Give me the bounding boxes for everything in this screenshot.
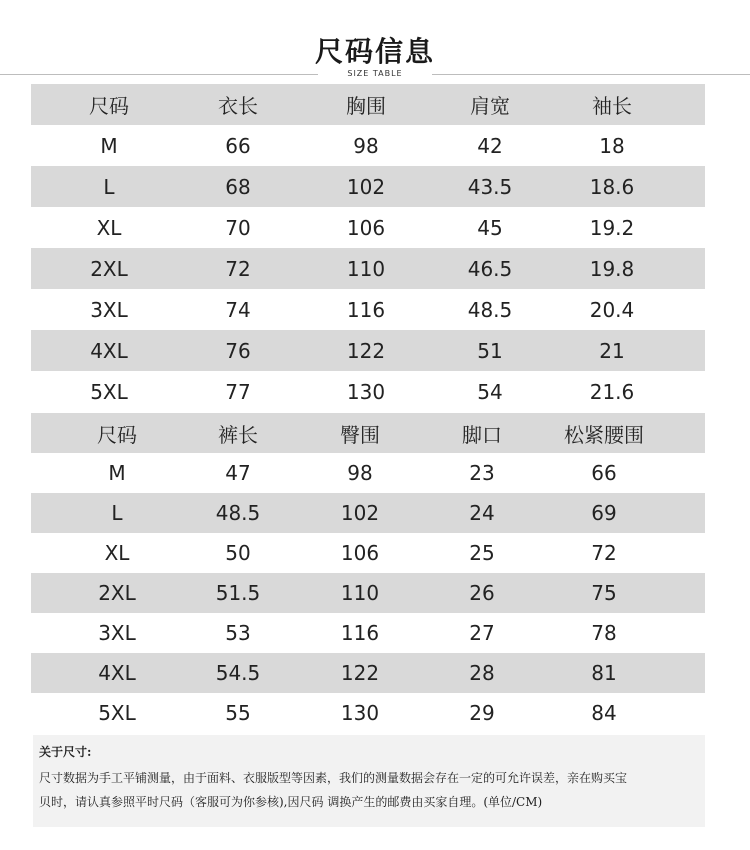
table-cell: 102 xyxy=(340,501,380,525)
table-row xyxy=(31,248,705,289)
table-row xyxy=(31,693,705,733)
table-cell: 84 xyxy=(591,701,617,725)
table-cell: 18 xyxy=(599,133,625,158)
table-cell: 130 xyxy=(346,379,386,404)
table-row xyxy=(31,166,705,207)
bottom-size-table xyxy=(31,413,705,733)
table-cell: 98 xyxy=(347,461,373,485)
table-row xyxy=(31,125,705,166)
header-cell-pants-length: 裤长 xyxy=(218,422,258,447)
table-cell: 2XL xyxy=(90,256,128,281)
table-cell: 21 xyxy=(599,338,625,363)
table-cell: 110 xyxy=(346,256,386,281)
table-cell: 110 xyxy=(340,581,380,605)
table-cell: 54 xyxy=(477,379,503,404)
table-header-row xyxy=(31,413,705,453)
table-cell: 50 xyxy=(225,541,251,565)
table-cell: 68 xyxy=(225,174,251,199)
table-cell: 45 xyxy=(477,215,503,240)
size-notes-box xyxy=(33,735,705,827)
table-row xyxy=(31,573,705,613)
table-cell: 54.5 xyxy=(215,661,261,685)
table-row xyxy=(31,207,705,248)
table-cell: 20.4 xyxy=(589,297,635,322)
table-cell: 106 xyxy=(340,541,380,565)
table-cell: 5XL xyxy=(90,379,128,404)
table-cell: 47 xyxy=(225,461,251,485)
table-cell: 98 xyxy=(353,133,379,158)
header-cell-shoulder: 肩宽 xyxy=(470,94,510,118)
table-cell: 4XL xyxy=(98,661,136,685)
table-row xyxy=(31,453,705,493)
table-cell: 28 xyxy=(469,661,495,685)
page-title: 尺码信息 xyxy=(314,35,435,68)
table-cell: XL xyxy=(96,215,122,240)
notes-title: 关于尺寸: xyxy=(39,745,92,759)
table-cell: M xyxy=(100,133,118,158)
notes-line: 贝时，请认真参照平时尺码（客服可为你参核),因尺码 调换产生的邮费由买家自理。(单位/CM) xyxy=(39,795,543,809)
table-cell: 4XL xyxy=(90,338,128,363)
table-header-row xyxy=(31,84,705,125)
top-size-table xyxy=(31,84,705,412)
table-cell: 66 xyxy=(225,133,251,158)
notes-body xyxy=(39,766,699,814)
table-cell: 27 xyxy=(469,621,495,645)
size-info-header xyxy=(0,0,750,82)
table-cell: 66 xyxy=(591,461,617,485)
table-cell: 78 xyxy=(591,621,617,645)
table-cell: 106 xyxy=(346,215,386,240)
table-cell: 116 xyxy=(346,297,386,322)
table-cell: XL xyxy=(104,541,130,565)
table-cell: 72 xyxy=(225,256,251,281)
table-cell: 122 xyxy=(340,661,380,685)
table-cell: 122 xyxy=(346,338,386,363)
table-cell: 29 xyxy=(469,701,495,725)
table-cell: 76 xyxy=(225,338,251,363)
table-row xyxy=(31,493,705,533)
table-cell: 48.5 xyxy=(467,297,513,322)
notes-line: 尺寸数据为手工平铺测量，由于面料、衣服版型等因素，我们的测量数据会存在一定的可允许误差，亲在购买宝 xyxy=(39,771,628,785)
table-cell: 3XL xyxy=(90,297,128,322)
table-cell: 19.2 xyxy=(589,215,635,240)
table-cell: 81 xyxy=(591,661,617,685)
table-cell: 53 xyxy=(225,621,251,645)
table-row xyxy=(31,653,705,693)
table-cell: 43.5 xyxy=(467,174,513,199)
header-cell-leg-opening: 脚口 xyxy=(462,422,502,447)
header-cell-size: 尺码 xyxy=(97,422,137,447)
table-cell: 102 xyxy=(346,174,386,199)
table-cell: L xyxy=(111,501,123,525)
header-cell-length: 衣长 xyxy=(218,94,258,118)
table-cell: 25 xyxy=(469,541,495,565)
table-cell: 72 xyxy=(591,541,617,565)
table-cell: 130 xyxy=(340,701,380,725)
header-cell-size: 尺码 xyxy=(89,94,129,118)
table-cell: 51.5 xyxy=(215,581,261,605)
table-cell: 55 xyxy=(225,701,251,725)
table-cell: 5XL xyxy=(98,701,136,725)
table-cell: 19.8 xyxy=(589,256,635,281)
table-cell: 26 xyxy=(469,581,495,605)
table-cell: 116 xyxy=(340,621,380,645)
table-cell: 70 xyxy=(225,215,251,240)
table-row xyxy=(31,533,705,573)
table-row xyxy=(31,330,705,371)
header-cell-elastic-waist: 松紧腰围 xyxy=(564,422,644,447)
table-cell: 42 xyxy=(477,133,503,158)
table-cell: L xyxy=(103,174,115,199)
table-cell: 46.5 xyxy=(467,256,513,281)
header-cell-chest: 胸围 xyxy=(346,94,386,118)
table-cell: M xyxy=(108,461,126,485)
table-cell: 69 xyxy=(591,501,617,525)
table-cell: 77 xyxy=(225,379,251,404)
table-cell: 48.5 xyxy=(215,501,261,525)
table-row xyxy=(31,371,705,412)
table-row xyxy=(31,289,705,330)
table-cell: 24 xyxy=(469,501,495,525)
table-cell: 75 xyxy=(591,581,617,605)
table-cell: 23 xyxy=(469,461,495,485)
table-cell: 51 xyxy=(477,338,503,363)
table-cell: 18.6 xyxy=(589,174,635,199)
header-cell-sleeve: 袖长 xyxy=(592,94,632,118)
table-cell: 21.6 xyxy=(589,379,635,404)
table-cell: 74 xyxy=(225,297,251,322)
page-subtitle: SIZE TABLE xyxy=(347,69,403,78)
table-cell: 3XL xyxy=(98,621,136,645)
table-cell: 2XL xyxy=(98,581,136,605)
header-cell-hip: 臀围 xyxy=(340,422,380,447)
table-row xyxy=(31,613,705,653)
